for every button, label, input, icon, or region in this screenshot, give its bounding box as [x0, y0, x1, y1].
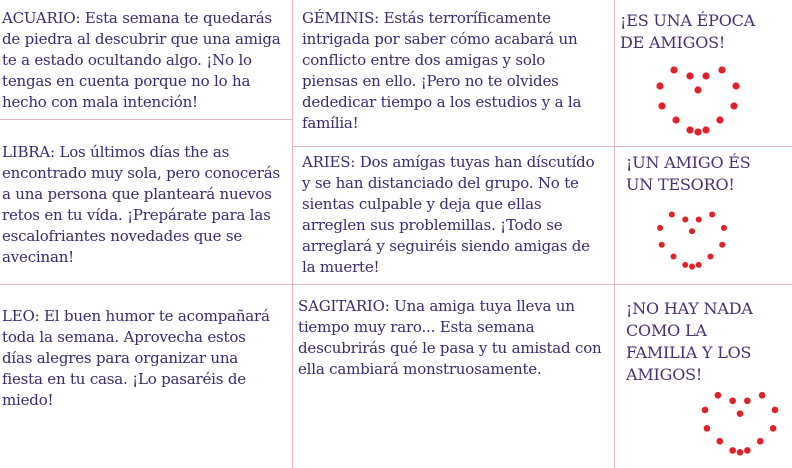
dotted-heart-shape	[648, 60, 748, 136]
heart-dot	[729, 397, 736, 404]
heart-dot	[719, 242, 725, 248]
heart-dot	[715, 392, 722, 399]
heart-dot	[657, 225, 663, 231]
heart-dot	[669, 211, 675, 217]
heart-dot	[744, 447, 751, 454]
heart-dot	[759, 392, 766, 399]
grid-line	[0, 284, 792, 285]
heart-dot	[737, 449, 744, 456]
heart-dot	[689, 228, 695, 234]
grid-line	[614, 0, 615, 468]
heart-dot	[694, 128, 701, 135]
dotted-heart-icon	[694, 378, 786, 464]
quote-epoca-de-amigos: ¡ES UNA ÉPOCA DE AMIGOS!	[620, 11, 756, 52]
quote-amigo-tesoro: ¡UN AMIGO ÉS UN TESORO!	[626, 153, 751, 194]
horoscope-acuario: ACUARIO: Esta semana te quedarás de piedra al descubrir que una amiga te a estado ocultando algo. ¡No lo tengas en cuenta porque no lo ha hecho con mala intención!	[2, 9, 281, 111]
horoscope-aries: ARIES: Dos amígas tuyas han díscutído y se han distanciado del grupo. No te sientas culpable y deja que ellas arreglen sus problemillas. ¡Todo se arreglará y seguiréis siendo amigas de la muerte!	[302, 153, 595, 276]
heart-dot	[704, 425, 711, 432]
heart-dot	[670, 66, 677, 73]
heart-dot	[696, 262, 702, 268]
heart-dot	[672, 116, 679, 123]
heart-dot	[716, 438, 723, 445]
heart-dot	[682, 262, 688, 268]
heart-dot	[716, 116, 723, 123]
heart-dot	[702, 126, 709, 133]
heart-dot	[658, 102, 665, 109]
heart-dot	[686, 72, 693, 79]
horoscope-libra: LIBRA: Los últimos días the as encontrado muy sola, pero conocerás a una persona que planteará nuevos retos en tu vída. ¡Prepárate para las escalofriantes novedades que se avecinan!	[2, 143, 280, 266]
heart-dot	[709, 211, 715, 217]
heart-dot	[732, 82, 739, 89]
heart-dot	[682, 216, 688, 222]
heart-dot	[670, 253, 676, 259]
dotted-heart-icon	[648, 60, 748, 136]
quote-familia-y-amigos: ¡NO HAY NADA COMO LA FAMILIA Y LOS AMIGOS!	[626, 299, 753, 384]
heart-dot	[770, 425, 777, 432]
heart-dot	[718, 66, 725, 73]
heart-dot	[659, 242, 665, 248]
heart-dot	[730, 102, 737, 109]
dotted-heart-shape	[650, 206, 734, 270]
horoscope-leo: LEO: El buen humor te acompañará toda la semana. Aprovecha estos días alegres para organizar una fiesta en tu casa. ¡Lo pasaréis de miedo!	[2, 307, 270, 409]
dotted-heart-icon	[650, 206, 734, 270]
heart-dot	[721, 225, 727, 231]
heart-dot	[737, 410, 744, 417]
dotted-heart-shape	[694, 378, 786, 464]
horoscope-geminis: GÉMINIS: Estás terroríficamente intrigada por saber cómo acabará un conflicto entre dos amigas y solo piensas en ello. ¡Pero no te olvides dededicar tiempo a los estudios y a la família!	[302, 9, 582, 132]
heart-dot	[702, 407, 709, 414]
grid-line	[0, 119, 292, 120]
horoscope-sagitario: SAGITARIO: Una amiga tuya lleva un tiempo muy raro... Esta semana descubrirás qué le pasa y tu amistad con ella cambiará monstruosamente.	[298, 297, 602, 378]
heart-dot	[772, 407, 779, 414]
heart-dot	[702, 72, 709, 79]
heart-dot	[757, 438, 764, 445]
heart-dot	[744, 397, 751, 404]
heart-dot	[707, 253, 713, 259]
heart-dot	[729, 447, 736, 454]
heart-dot	[689, 264, 695, 270]
heart-dot	[656, 82, 663, 89]
heart-dot	[686, 126, 693, 133]
heart-dot	[696, 216, 702, 222]
grid-line	[292, 146, 792, 147]
heart-dot	[694, 86, 701, 93]
grid-line	[292, 0, 293, 468]
